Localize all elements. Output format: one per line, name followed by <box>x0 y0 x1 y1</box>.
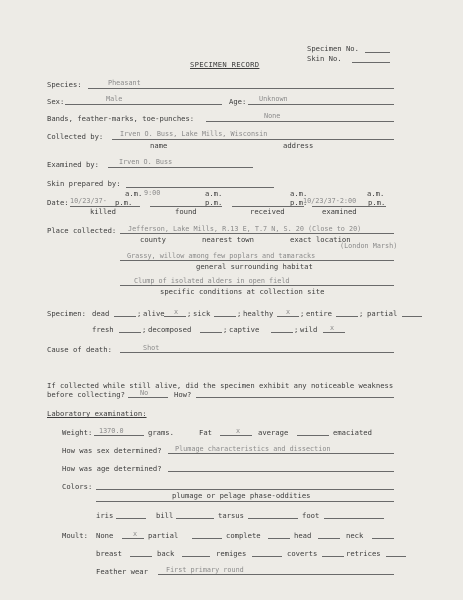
feather-wear-label: Feather wear <box>96 567 148 576</box>
examined-date-value: 10/23/37-2:00 <box>303 197 357 205</box>
fat-mark: x <box>236 427 241 435</box>
species-line <box>88 88 394 89</box>
nearest-town-caption: nearest town <box>202 235 254 244</box>
site-value: Clump of isolated alders in open field <box>134 277 290 285</box>
entire-label: entire <box>306 309 332 318</box>
fat-label: Fat <box>199 428 212 437</box>
weakness-answer-line <box>128 397 168 398</box>
examined-caption: examined <box>322 207 357 216</box>
foot-line <box>324 518 384 519</box>
sex-determined-line <box>168 453 394 454</box>
moult-retrices-label: retrices <box>346 549 381 558</box>
wild-mark: x <box>330 324 335 332</box>
sex-label: Sex: <box>47 97 65 106</box>
how-label: How? <box>174 390 192 399</box>
bands-label: Bands, feather-marks, toe-punches: <box>47 114 195 123</box>
iris-line <box>116 518 146 519</box>
bill-line <box>176 518 214 519</box>
moult-partial-label: partial <box>148 531 179 540</box>
oddities-label: plumage or pelage phase-oddities <box>172 491 311 500</box>
decomposed-blank <box>200 332 222 333</box>
received-pm: p.m. <box>290 198 308 207</box>
weight-value: 1370.0 <box>99 427 124 435</box>
killed-pm: p.m. <box>115 198 133 207</box>
specimen-record-form: Specimen No. Skin No. SPECIMEN RECORD Species: Pheasant Sex: Male Age: Unknown Bands, feather-marks, toe-punches: None Collected by: Irven O. Buss, Lake Mills, Wisconsin name address Examined by: Irven O. Buss Skin prepared by: a.m. 9:00 a.m. a.m. a.m. Date: 10/23/37- p.m. p.m. p.m. 10/23/37-2:00 p.m. killed found received examined Place collected: Jefferson, Lake Mills, R.13 E, T.7 N, S. 20 (Close to 20) county nearest town exact location (London Marsh) Grassy, willow among few poplars and tamaracks general surrounding habitat Clump of isolated alders in open field specific conditions at collection site Specimen: dead ; alive x ; sick ; healthy x ; entire ; partial fresh ; decomposed ; captive ; wild x Cause of death: Shot If collected while still alive, did the specimen exhibit any noticeable weakness before collecting? No How? Laboratory examination: Weight: 1370.0 grams. Fat x average emaciated How was sex determined? Plumage characteristics and dissection How was age determined? Colors: plumage or pelage phase-oddities iris bill tarsus foot Moult: None x partial complete head neck breast back remiges coverts retrices Feather wear First primary round <box>0 0 463 600</box>
moult-remiges-line <box>252 556 282 557</box>
partial-label: partial <box>367 309 398 318</box>
moult-back-label: back <box>157 549 175 558</box>
habitat-line <box>120 260 394 261</box>
feather-wear-line <box>158 574 394 575</box>
feather-wear-value: First primary round <box>166 566 244 574</box>
average-line <box>297 435 329 436</box>
healthy-label: healthy <box>243 309 274 318</box>
partial-blank <box>402 316 422 317</box>
place-collected-note: (London Marsh) <box>340 242 398 250</box>
examined-by-label: Examined by: <box>47 160 99 169</box>
foot-label: foot <box>302 511 320 520</box>
skin-prepared-by-label: Skin prepared by: <box>47 179 121 188</box>
moult-none-mark: x <box>133 530 138 538</box>
received-caption: received <box>250 207 285 216</box>
average-label: average <box>258 428 289 437</box>
killed-time-value: 9:00 <box>144 189 161 197</box>
page-title: SPECIMEN RECORD <box>190 60 260 69</box>
moult-back-line <box>182 556 210 557</box>
killed-caption: killed <box>90 207 116 216</box>
found-pm: p.m. <box>205 198 223 207</box>
place-collected-value: Jefferson, Lake Mills, R.13 E, T.7 N, S. 20 (Close to 20) <box>128 225 362 233</box>
age-determined-line <box>168 471 394 472</box>
wild-blank <box>323 332 345 333</box>
colors-line <box>96 489 394 490</box>
species-label: Species: <box>47 80 82 89</box>
cause-of-death-value: Shot <box>143 344 160 352</box>
moult-coverts-label: coverts <box>287 549 318 558</box>
moult-head-line <box>318 538 340 539</box>
healthy-mark: x <box>286 308 291 316</box>
tarsus-line <box>248 518 298 519</box>
moult-neck-label: neck <box>346 531 364 540</box>
moult-partial-line <box>192 538 222 539</box>
decomposed-label: decomposed <box>148 325 192 334</box>
species-value: Pheasant <box>108 79 141 87</box>
alive-mark: x <box>174 308 179 316</box>
moult-complete-line <box>268 538 290 539</box>
collected-by-line <box>112 139 394 140</box>
tarsus-label: tarsus <box>218 511 244 520</box>
age-determined-question: How was age determined? <box>62 464 162 473</box>
moult-breast-line <box>130 556 152 557</box>
killed-date-value: 10/23/37- <box>70 197 107 205</box>
county-caption: county <box>140 235 166 244</box>
iris-label: iris <box>96 511 114 520</box>
moult-coverts-line <box>322 556 344 557</box>
weight-line <box>94 435 144 436</box>
age-line <box>248 104 394 105</box>
bands-line <box>206 121 394 122</box>
bands-value: None <box>264 112 281 120</box>
how-line <box>196 397 394 398</box>
age-label: Age: <box>229 97 247 106</box>
specimen-label: Specimen: <box>47 309 86 318</box>
colors-line-2 <box>96 501 394 502</box>
moult-none-line <box>122 538 144 539</box>
weakness-answer: No <box>140 389 149 397</box>
site-caption: specific conditions at collection site <box>160 287 325 296</box>
collected-by-address-caption: address <box>283 141 314 150</box>
moult-retrices-line <box>386 556 406 557</box>
captive-blank <box>271 332 293 333</box>
wild-label: wild <box>300 325 318 334</box>
moult-breast-label: breast <box>96 549 122 558</box>
emaciated-label: emaciated <box>333 428 372 437</box>
date-label: Date: <box>47 198 69 207</box>
captive-label: captive <box>229 325 260 334</box>
moult-remiges-label: remiges <box>216 549 247 558</box>
specimen-no-label: Specimen No. <box>307 44 359 53</box>
found-caption: found <box>175 207 197 216</box>
cause-of-death-line <box>120 352 394 353</box>
site-line <box>120 285 394 286</box>
sex-line <box>65 104 222 105</box>
weakness-question-2: before collecting? <box>47 390 125 399</box>
bill-label: bill <box>156 511 174 520</box>
exact-location-caption: exact location <box>290 235 351 244</box>
moult-none-label: None <box>96 531 114 540</box>
age-value: Unknown <box>259 95 288 103</box>
alive-blank <box>164 316 186 317</box>
lab-heading: Laboratory examination: <box>47 409 147 418</box>
colors-label: Colors: <box>62 482 93 491</box>
sick-label: sick <box>193 309 211 318</box>
collected-by-value: Irven O. Buss, Lake Mills, Wisconsin <box>120 130 268 138</box>
sick-blank <box>214 316 236 317</box>
dead-label: dead <box>92 309 110 318</box>
fat-line <box>220 435 252 436</box>
collected-by-name-caption: name <box>150 141 168 150</box>
weakness-question: If collected while still alive, did the specimen exhibit any noticeable weakness <box>47 381 394 390</box>
examined-by-line <box>108 167 253 168</box>
skin-prepared-by-line <box>126 187 274 188</box>
killed-am: a.m. <box>125 189 143 198</box>
alive-label: alive <box>143 309 165 318</box>
found-am: a.m. <box>205 189 223 198</box>
received-am: a.m. <box>290 189 308 198</box>
examined-pm: p.m. <box>368 198 386 207</box>
moult-head-label: head <box>294 531 312 540</box>
weight-label: Weight: <box>62 428 93 437</box>
moult-complete-label: complete <box>226 531 261 540</box>
entire-blank <box>336 316 358 317</box>
skin-no-label: Skin No. <box>307 54 342 63</box>
examined-by-value: Irven O. Buss <box>119 158 173 166</box>
place-collected-label: Place collected: <box>47 226 117 235</box>
moult-neck-line <box>372 538 394 539</box>
sex-determined-answer: Plumage characteristics and dissection <box>175 445 331 453</box>
examined-am: a.m. <box>367 189 385 198</box>
healthy-blank <box>277 316 299 317</box>
moult-label: Moult: <box>62 531 88 540</box>
skin-no-field <box>352 62 390 63</box>
fresh-blank <box>119 332 141 333</box>
collected-by-label: Collected by: <box>47 132 104 141</box>
specimen-no-field <box>365 52 390 53</box>
habitat-caption: general surrounding habitat <box>196 262 313 271</box>
place-collected-line <box>120 233 394 234</box>
habitat-value: Grassy, willow among few poplars and tamaracks <box>127 252 316 260</box>
cause-of-death-label: Cause of death: <box>47 345 112 354</box>
fresh-label: fresh <box>92 325 114 334</box>
sex-determined-question: How was sex determined? <box>62 446 162 455</box>
grams-label: grams. <box>148 428 174 437</box>
sex-value: Male <box>106 95 123 103</box>
dead-blank <box>114 316 136 317</box>
